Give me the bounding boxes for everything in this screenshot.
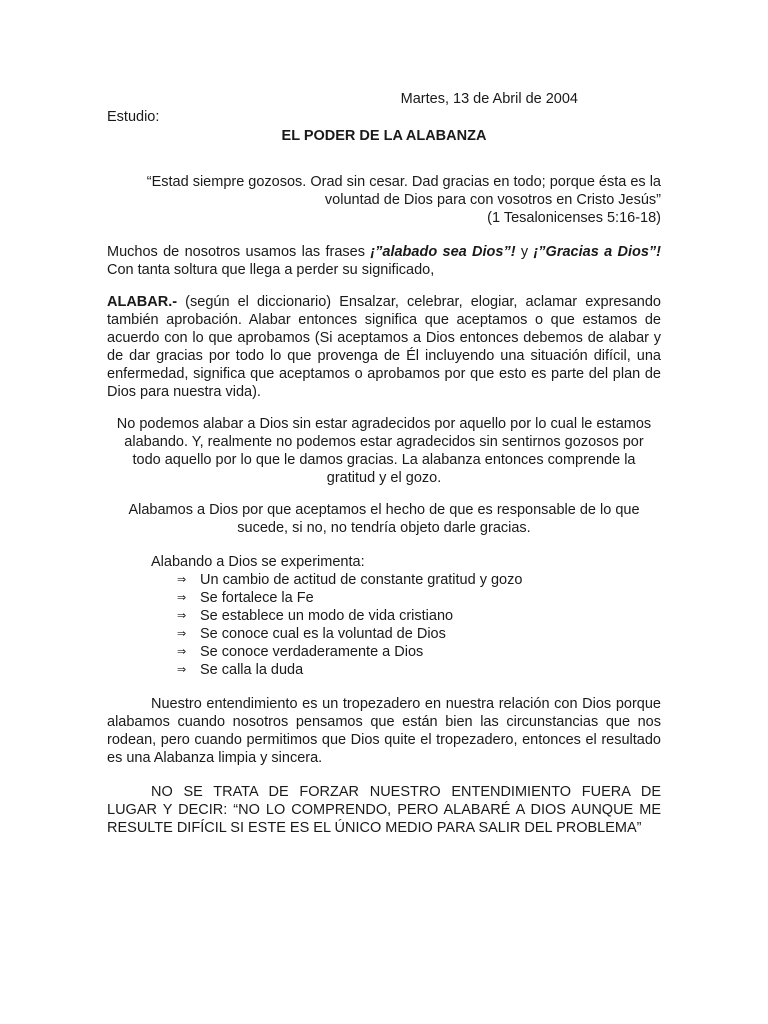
list-item bbox=[177, 661, 661, 679]
phrase-gracias: ¡”Gracias a Dios”! bbox=[533, 244, 661, 260]
intro-text: Muchos de nosotros usamos las frases bbox=[107, 244, 371, 260]
definition-term: ALABAR.- bbox=[107, 294, 178, 310]
definition-body: (según el diccionario) Ensalzar, celebrar, elogiar, aclamar expresando también aprobación. Alabar entonces significa que aceptamos o que estamos de acuerdo con lo que aprobamos (Si aceptamos a Dios entonces debemos de alabar y de dar gracias por todo lo que provenga de Él incluyendo una situación difícil, una enfermedad, significa que aceptamos o aprobamos por que esto es parte del plan de Dios para nuestra vida). bbox=[107, 294, 661, 400]
phrase-alabado: ¡”alabado sea Dios”! bbox=[370, 244, 516, 260]
list-item-text: Se conoce verdaderamente a Dios bbox=[200, 644, 424, 660]
double-arrow-icon: ⇒ bbox=[177, 592, 187, 604]
double-arrow-icon: ⇒ bbox=[177, 646, 187, 658]
list-item-text: Se fortalece la Fe bbox=[200, 590, 314, 606]
closing-paragraph-caps: NO SE TRATA DE FORZAR NUESTRO ENTENDIMIENTO FUERA DE LUGAR Y DECIR: “NO LO COMPRENDO, PERO ALABARÉ A DIOS AUNQUE ME RESULTE DIFÍCIL SI ESTE ES EL ÚNICO MEDIO PARA SALIR DEL PROBLEMA” bbox=[107, 784, 661, 836]
list-item bbox=[177, 643, 661, 661]
centered-paragraph: No podemos alabar a Dios sin estar agradecidos por aquello por lo cual le estamos alabando. Y, realmente no podemos estar agradecidos sin sentirnos gozosos por todo aquello por lo que le damos gracias. La alabanza entonces comprende la gratitud y el gozo. bbox=[116, 416, 652, 486]
list-item bbox=[177, 625, 661, 643]
list-item-text: Se calla la duda bbox=[200, 662, 304, 678]
intro-text-after: Con tanta soltura que llega a perder su significado, bbox=[107, 262, 435, 278]
study-label: Estudio: bbox=[107, 109, 160, 125]
list-item-text: Se conoce cual es la voluntad de Dios bbox=[200, 626, 446, 642]
intro-paragraph bbox=[107, 243, 661, 279]
quote-line: voluntad de Dios para con vosotros en Cristo Jesús” bbox=[324, 192, 661, 208]
document-page bbox=[107, 90, 661, 837]
list-item-text: Se establece un modo de vida cristiano bbox=[200, 608, 454, 624]
list-item bbox=[177, 571, 661, 589]
double-arrow-icon: ⇒ bbox=[177, 610, 187, 622]
experience-list bbox=[107, 571, 661, 679]
closing-paragraph: Nuestro entendimiento es un tropezadero en nuestra relación con Dios porque alabamos cuando nosotros pensamos que están bien las circunstancias que nos rodean, pero cuando permitimos que Dios quite el tropezadero, entonces el resultado es una Alabanza limpia y sincera. bbox=[107, 696, 661, 766]
document-date: Martes, 13 de Abril de 2004 bbox=[400, 91, 578, 107]
quote-reference: (1 Tesalonicenses 5:16-18) bbox=[487, 210, 661, 226]
double-arrow-icon: ⇒ bbox=[177, 628, 187, 640]
centered-paragraph: Alabamos a Dios por que aceptamos el hecho de que es responsable de lo que sucede, si no, no tendría objeto darle gracias. bbox=[128, 502, 640, 536]
double-arrow-icon: ⇒ bbox=[177, 574, 187, 586]
definition-paragraph bbox=[107, 293, 661, 401]
list-item bbox=[177, 589, 661, 607]
list-item bbox=[177, 607, 661, 625]
list-item-text: Un cambio de actitud de constante gratitud y gozo bbox=[200, 572, 523, 588]
scripture-quote bbox=[107, 173, 661, 227]
quote-line: “Estad siempre gozosos. Orad sin cesar. Dad gracias en todo; porque ésta es la bbox=[146, 174, 661, 190]
experience-lead: Alabando a Dios se experimenta: bbox=[151, 554, 365, 570]
document-title: EL PODER DE LA ALABANZA bbox=[281, 128, 487, 144]
intro-connector: y bbox=[515, 244, 534, 260]
double-arrow-icon: ⇒ bbox=[177, 664, 187, 676]
